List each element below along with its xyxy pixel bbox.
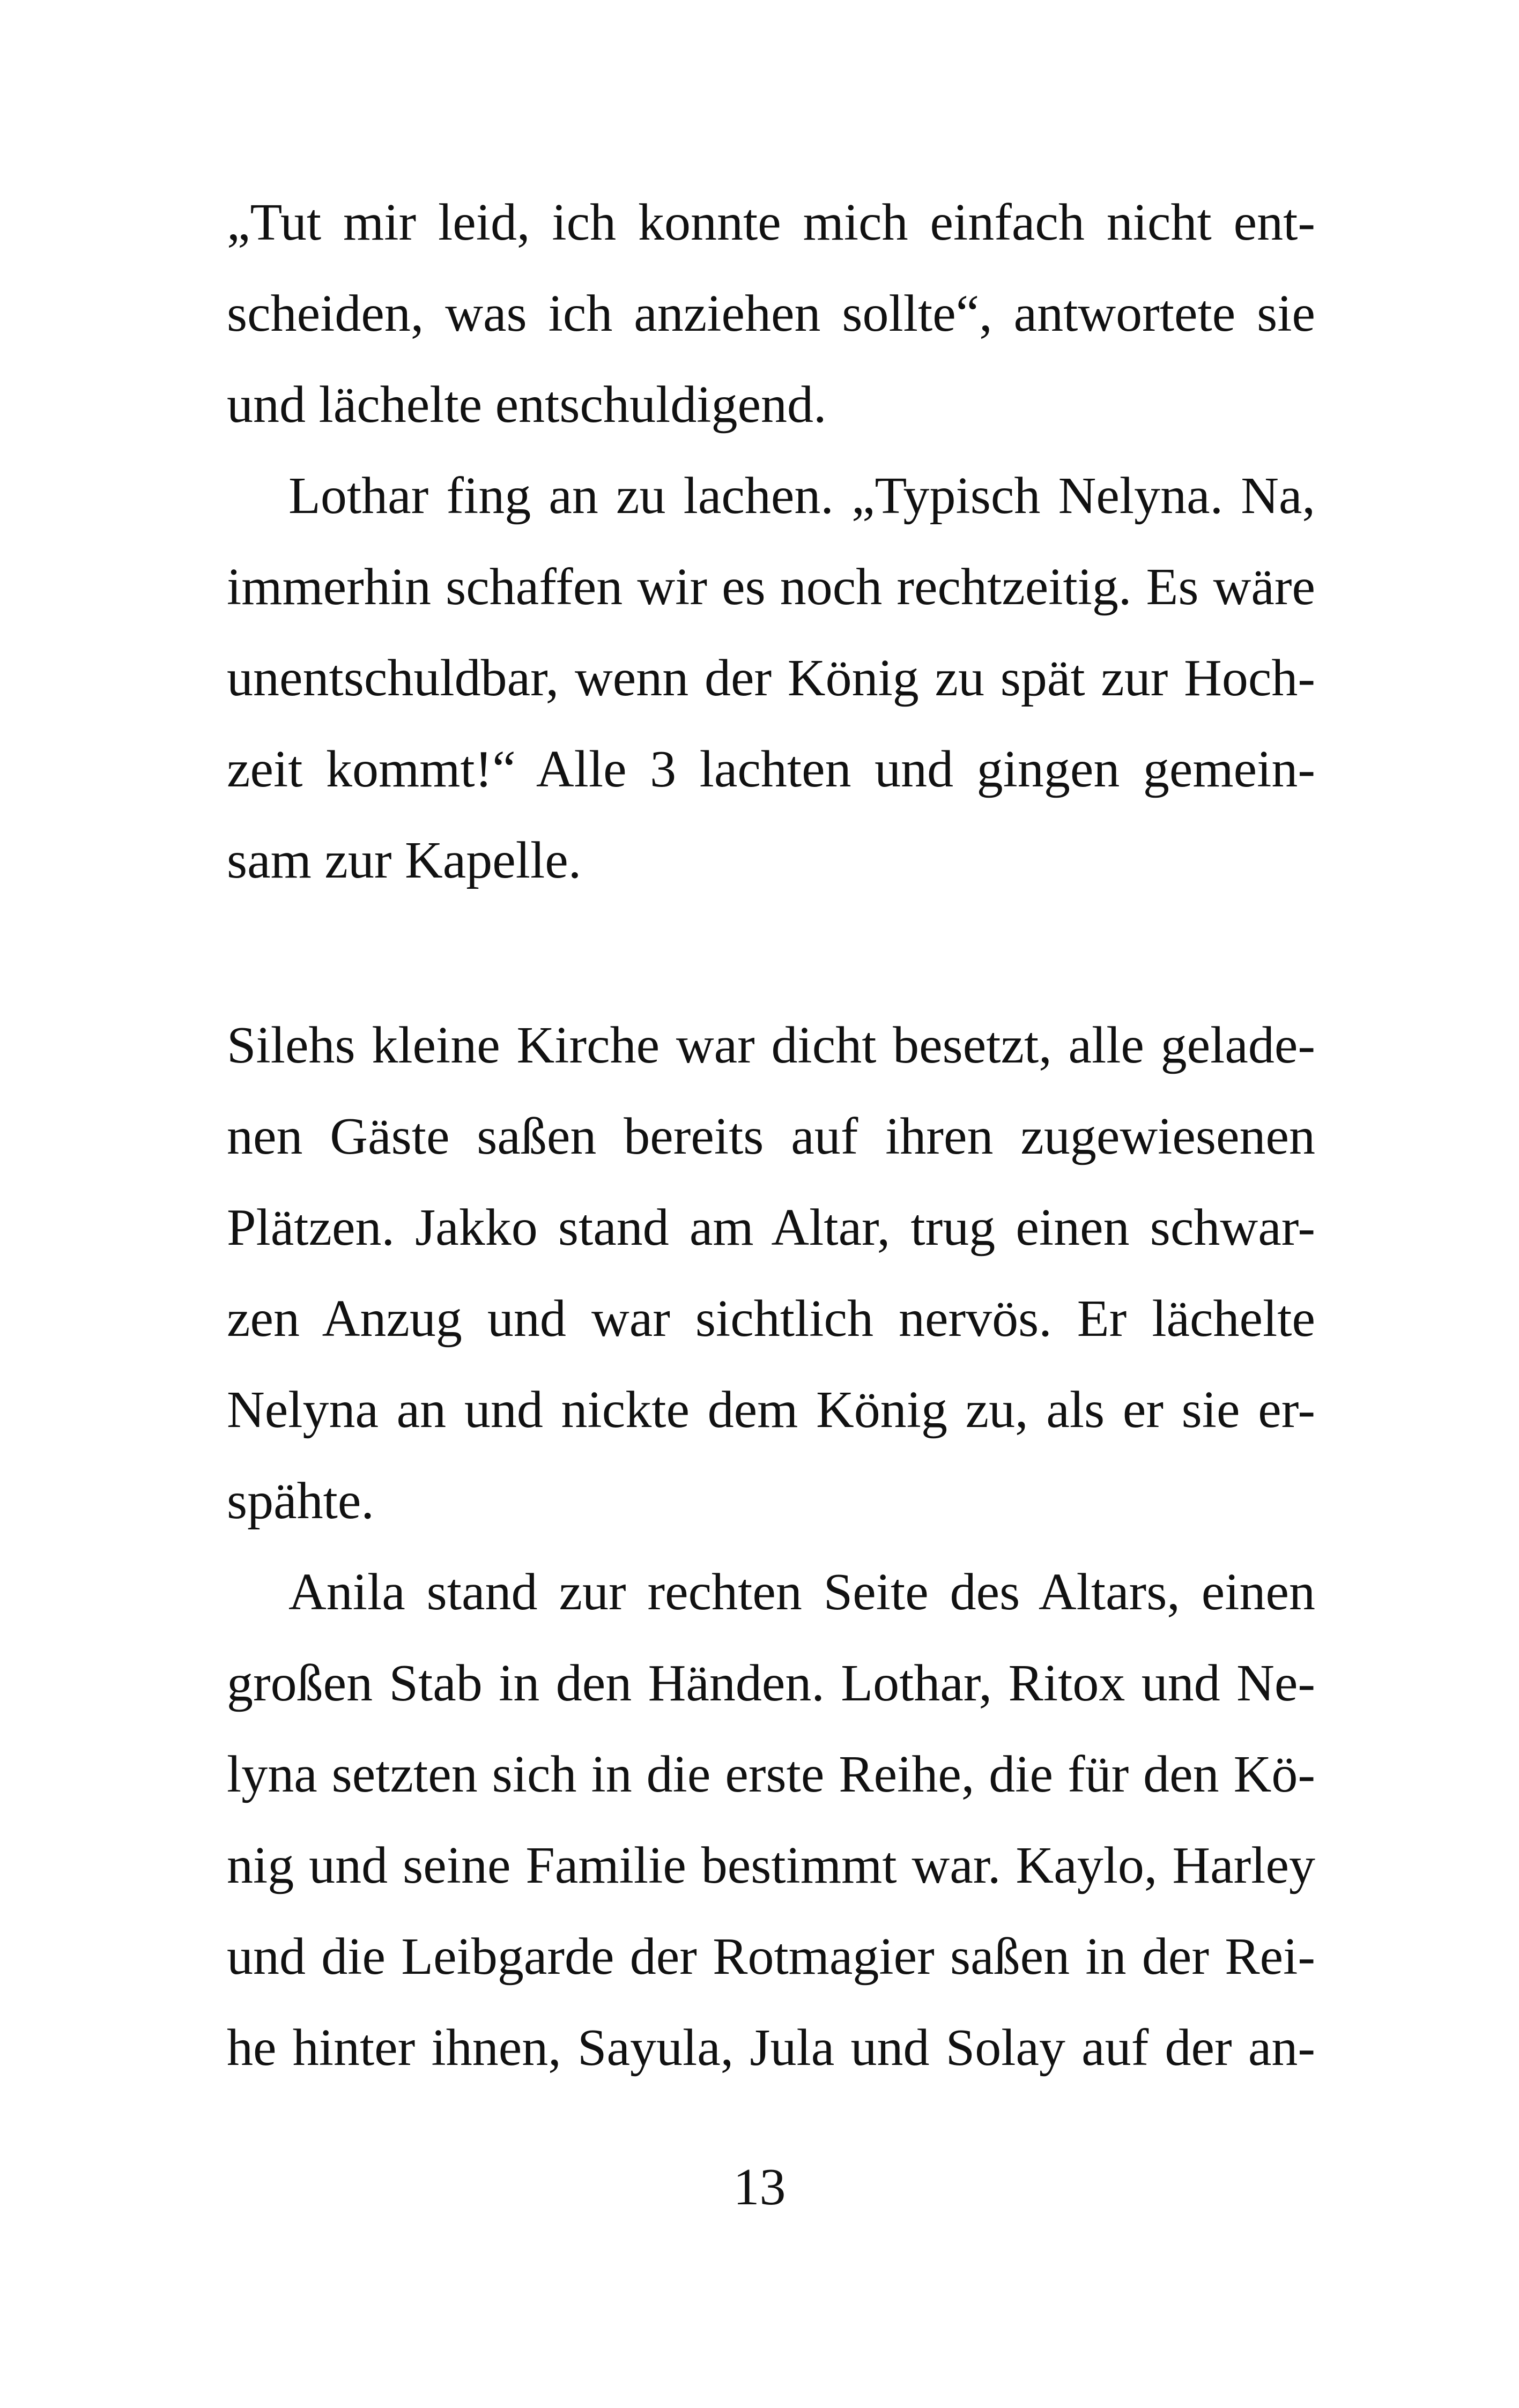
text-line: scheiden, was ich anziehen sollte“, antwortete sie [227, 285, 1315, 343]
text-line: zeit kommt!“ Alle 3 lachten und gingen gemein- [227, 740, 1315, 798]
text-line: und lächelte entschuldigend. [227, 376, 827, 434]
text-line: Anila stand zur rechten Seite des Altars, einen [288, 1563, 1315, 1621]
text-line: Silehs kleine Kirche war dicht besetzt, alle gelade- [227, 1016, 1315, 1074]
text-line: lyna setzten sich in die erste Reihe, die für den Kö- [227, 1745, 1315, 1803]
page-number: 13 [733, 2158, 786, 2216]
text-line: zen Anzug und war sichtlich nervös. Er lächelte [227, 1290, 1315, 1348]
text-line: nen Gäste saßen bereits auf ihren zugewiesenen [227, 1108, 1315, 1165]
text-line: unentschuldbar, wenn der König zu spät zur Hoch- [227, 649, 1315, 707]
text-line: nig und seine Familie bestimmt war. Kaylo, Harley [227, 1837, 1315, 1894]
text-line: „Tut mir leid, ich konnte mich einfach nicht ent- [227, 194, 1315, 251]
text-line: großen Stab in den Händen. Lothar, Ritox und Ne- [227, 1654, 1315, 1712]
text-line: immerhin schaffen wir es noch rechtzeitig. Es wäre [227, 558, 1315, 616]
text-line: Plätzen. Jakko stand am Altar, trug einen schwar- [227, 1199, 1315, 1257]
text-line: he hinter ihnen, Sayula, Jula und Solay auf der an- [227, 2019, 1315, 2077]
text-line: spähte. [227, 1472, 374, 1530]
text-line: und die Leibgarde der Rotmagier saßen in der Rei- [227, 1928, 1315, 1986]
text-line: Lothar fing an zu lachen. „Typisch Nelyna. Na, [288, 467, 1315, 525]
text-line: sam zur Kapelle. [227, 831, 582, 889]
text-line: Nelyna an und nickte dem König zu, als er sie er- [227, 1381, 1315, 1439]
